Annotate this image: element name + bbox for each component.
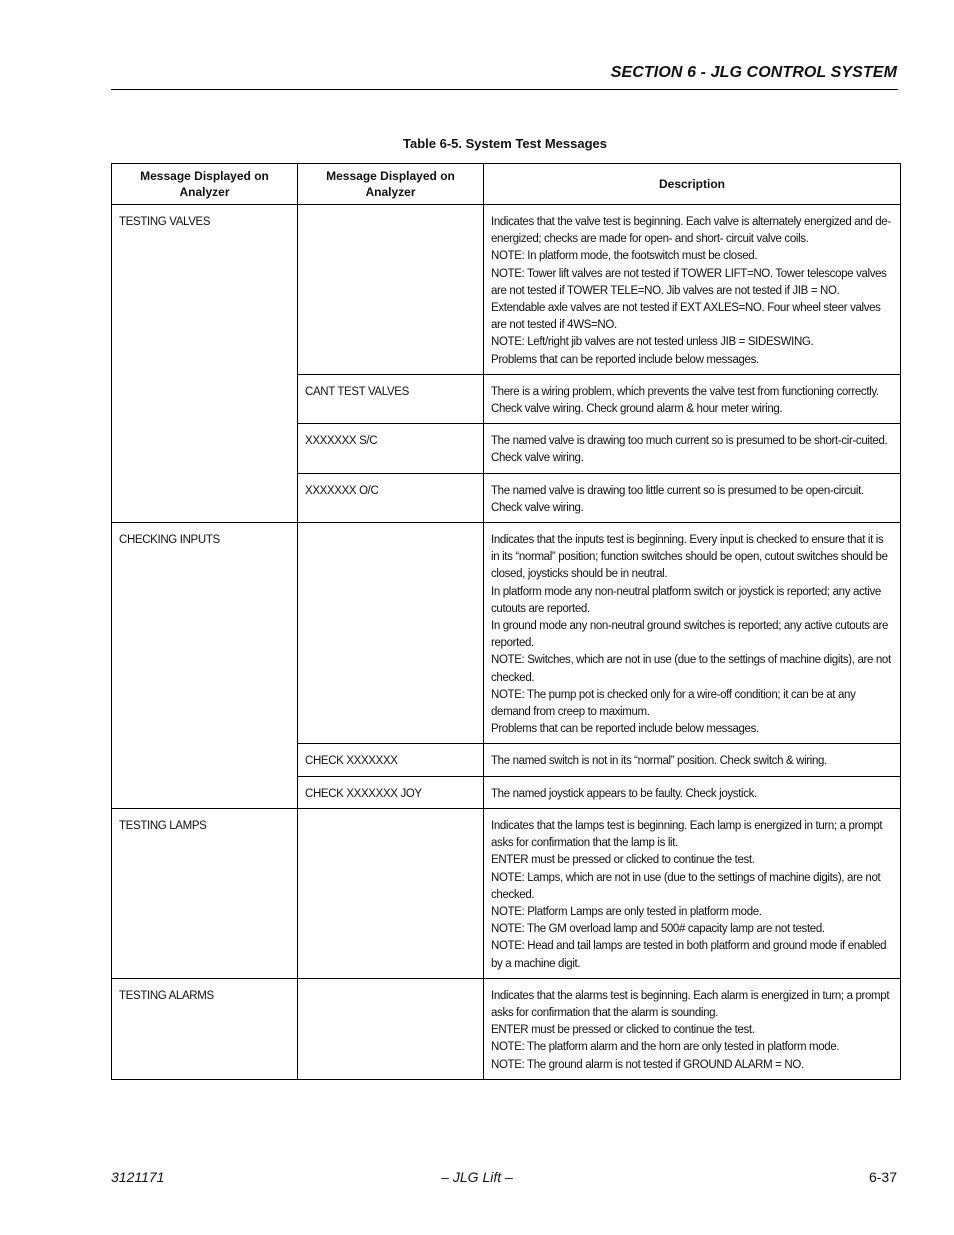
table-row xyxy=(112,978,901,1079)
description-line: Indicates that the alarms test is beginning. Each alarm is energized in turn; a prompt asks for confirmation that the alarm is sounding. xyxy=(491,989,890,1019)
message-description xyxy=(484,776,901,808)
message-description xyxy=(484,473,901,522)
message-description xyxy=(484,978,901,1079)
table-row xyxy=(112,205,901,375)
description-line: NOTE: The pump pot is checked only for a wire-off condition; it can be at any demand from creep to maximum. xyxy=(491,688,856,719)
description-line: NOTE: The GM overload lamp and 500# capacity lamp are not tested. xyxy=(491,923,825,936)
description-line: The named switch is not in its “normal” position. Check switch & wiring. xyxy=(491,755,827,768)
analyzer-message: CHECK XXXXXXX xyxy=(298,744,484,776)
message-description xyxy=(484,205,901,375)
test-group-label: CHECKING INPUTS xyxy=(112,523,298,809)
description-line: NOTE: Platform Lamps are only tested in platform mode. xyxy=(491,905,762,918)
test-group-label: TESTING LAMPS xyxy=(112,808,298,978)
description-line: Problems that can be reported include below messages. xyxy=(491,353,759,366)
table-header-row xyxy=(112,164,901,205)
analyzer-message xyxy=(298,523,484,744)
message-description xyxy=(484,424,901,473)
description-line: The named valve is drawing too little current so is presumed to be open-circuit. Check valve wiring. xyxy=(491,484,864,514)
test-group-label: TESTING ALARMS xyxy=(112,978,298,1079)
description-line: NOTE: In platform mode, the footswitch must be closed. xyxy=(491,250,758,263)
description-line: Problems that can be reported include below messages. xyxy=(491,723,759,736)
column-header: Message Displayed on Analyzer xyxy=(112,164,298,205)
analyzer-message: XXXXXXX S/C xyxy=(298,424,484,473)
analyzer-message xyxy=(298,205,484,375)
analyzer-message: CANT TEST VALVES xyxy=(298,374,484,423)
description-line: There is a wiring problem, which prevents the valve test from functioning correctly. Check valve wiring. Check ground alarm & hour meter wiring. xyxy=(491,385,879,416)
description-line: In ground mode any non-neutral ground switches is reported; any active cutouts are reported. xyxy=(491,620,889,650)
table-row xyxy=(112,808,901,978)
description-line: The named valve is drawing too much current so is presumed to be short-cir-cuited. Check valve wiring. xyxy=(491,435,888,465)
description-line: Indicates that the valve test is beginning. Each valve is alternately energized and de-energized; checks are made for open- and short- circuit valve coils. xyxy=(491,216,891,246)
message-description xyxy=(484,744,901,776)
message-description xyxy=(484,523,901,744)
table-row xyxy=(112,523,901,744)
description-line: NOTE: Tower lift valves are not tested if TOWER LIFT=NO. Tower telescope valves are not tested if TOWER TELE=NO. Jib valves are not tested if JIB = NO. Extendable axle valves are not tested if EXT AXLES=NO. Four wheel steer valves are not tested if 4WS=NO. xyxy=(491,267,887,332)
system-test-messages-table xyxy=(111,163,901,1080)
table-caption: Table 6-5. System Test Messages xyxy=(402,136,607,151)
description-line: NOTE: The ground alarm is not tested if GROUND ALARM = NO. xyxy=(491,1058,804,1071)
message-description xyxy=(484,374,901,423)
footer-brand: – JLG Lift – xyxy=(441,1169,513,1185)
header-divider xyxy=(111,89,898,90)
description-line: NOTE: The platform alarm and the horn are only tested in platform mode. xyxy=(491,1041,840,1054)
description-line: NOTE: Switches, which are not in use (due to the settings of machine digits), are not checked. xyxy=(491,654,891,684)
description-line: ENTER must be pressed or clicked to continue the test. xyxy=(491,1024,755,1037)
description-line: The named joystick appears to be faulty. Check joystick. xyxy=(491,787,757,800)
analyzer-message xyxy=(298,978,484,1079)
description-line: Indicates that the inputs test is beginning. Every input is checked to ensure that it is in its “normal” position; function switches should be open, cutout switches should be closed, joysticks should be in neutral. xyxy=(491,534,888,581)
analyzer-message: XXXXXXX O/C xyxy=(298,473,484,522)
section-title: SECTION 6 - JLG CONTROL SYSTEM xyxy=(610,64,897,81)
analyzer-message xyxy=(298,808,484,978)
description-line: NOTE: Left/right jib valves are not tested unless JIB = SIDESWING. xyxy=(491,336,814,349)
test-group-label: TESTING VALVES xyxy=(112,205,298,523)
column-header: Description xyxy=(484,164,901,205)
description-line: NOTE: Lamps, which are not in use (due to the settings of machine digits), are not checked. xyxy=(491,871,881,901)
description-line: NOTE: Head and tail lamps are tested in both platform and ground mode if enabled by a machine digit. xyxy=(491,940,887,970)
description-line: In platform mode any non-neutral platform switch or joystick is reported; any active cutouts are reported. xyxy=(491,585,881,615)
analyzer-message: CHECK XXXXXXX JOY xyxy=(298,776,484,808)
column-header: Message Displayed on Analyzer xyxy=(298,164,484,205)
description-line: ENTER must be pressed or clicked to continue the test. xyxy=(491,854,755,867)
document-number: 3121171 xyxy=(111,1169,165,1185)
page-number: 6-37 xyxy=(868,1169,897,1185)
description-line: Indicates that the lamps test is beginning. Each lamp is energized in turn; a prompt asks for confirmation that the lamp is lit. xyxy=(491,819,883,850)
message-description xyxy=(484,808,901,978)
